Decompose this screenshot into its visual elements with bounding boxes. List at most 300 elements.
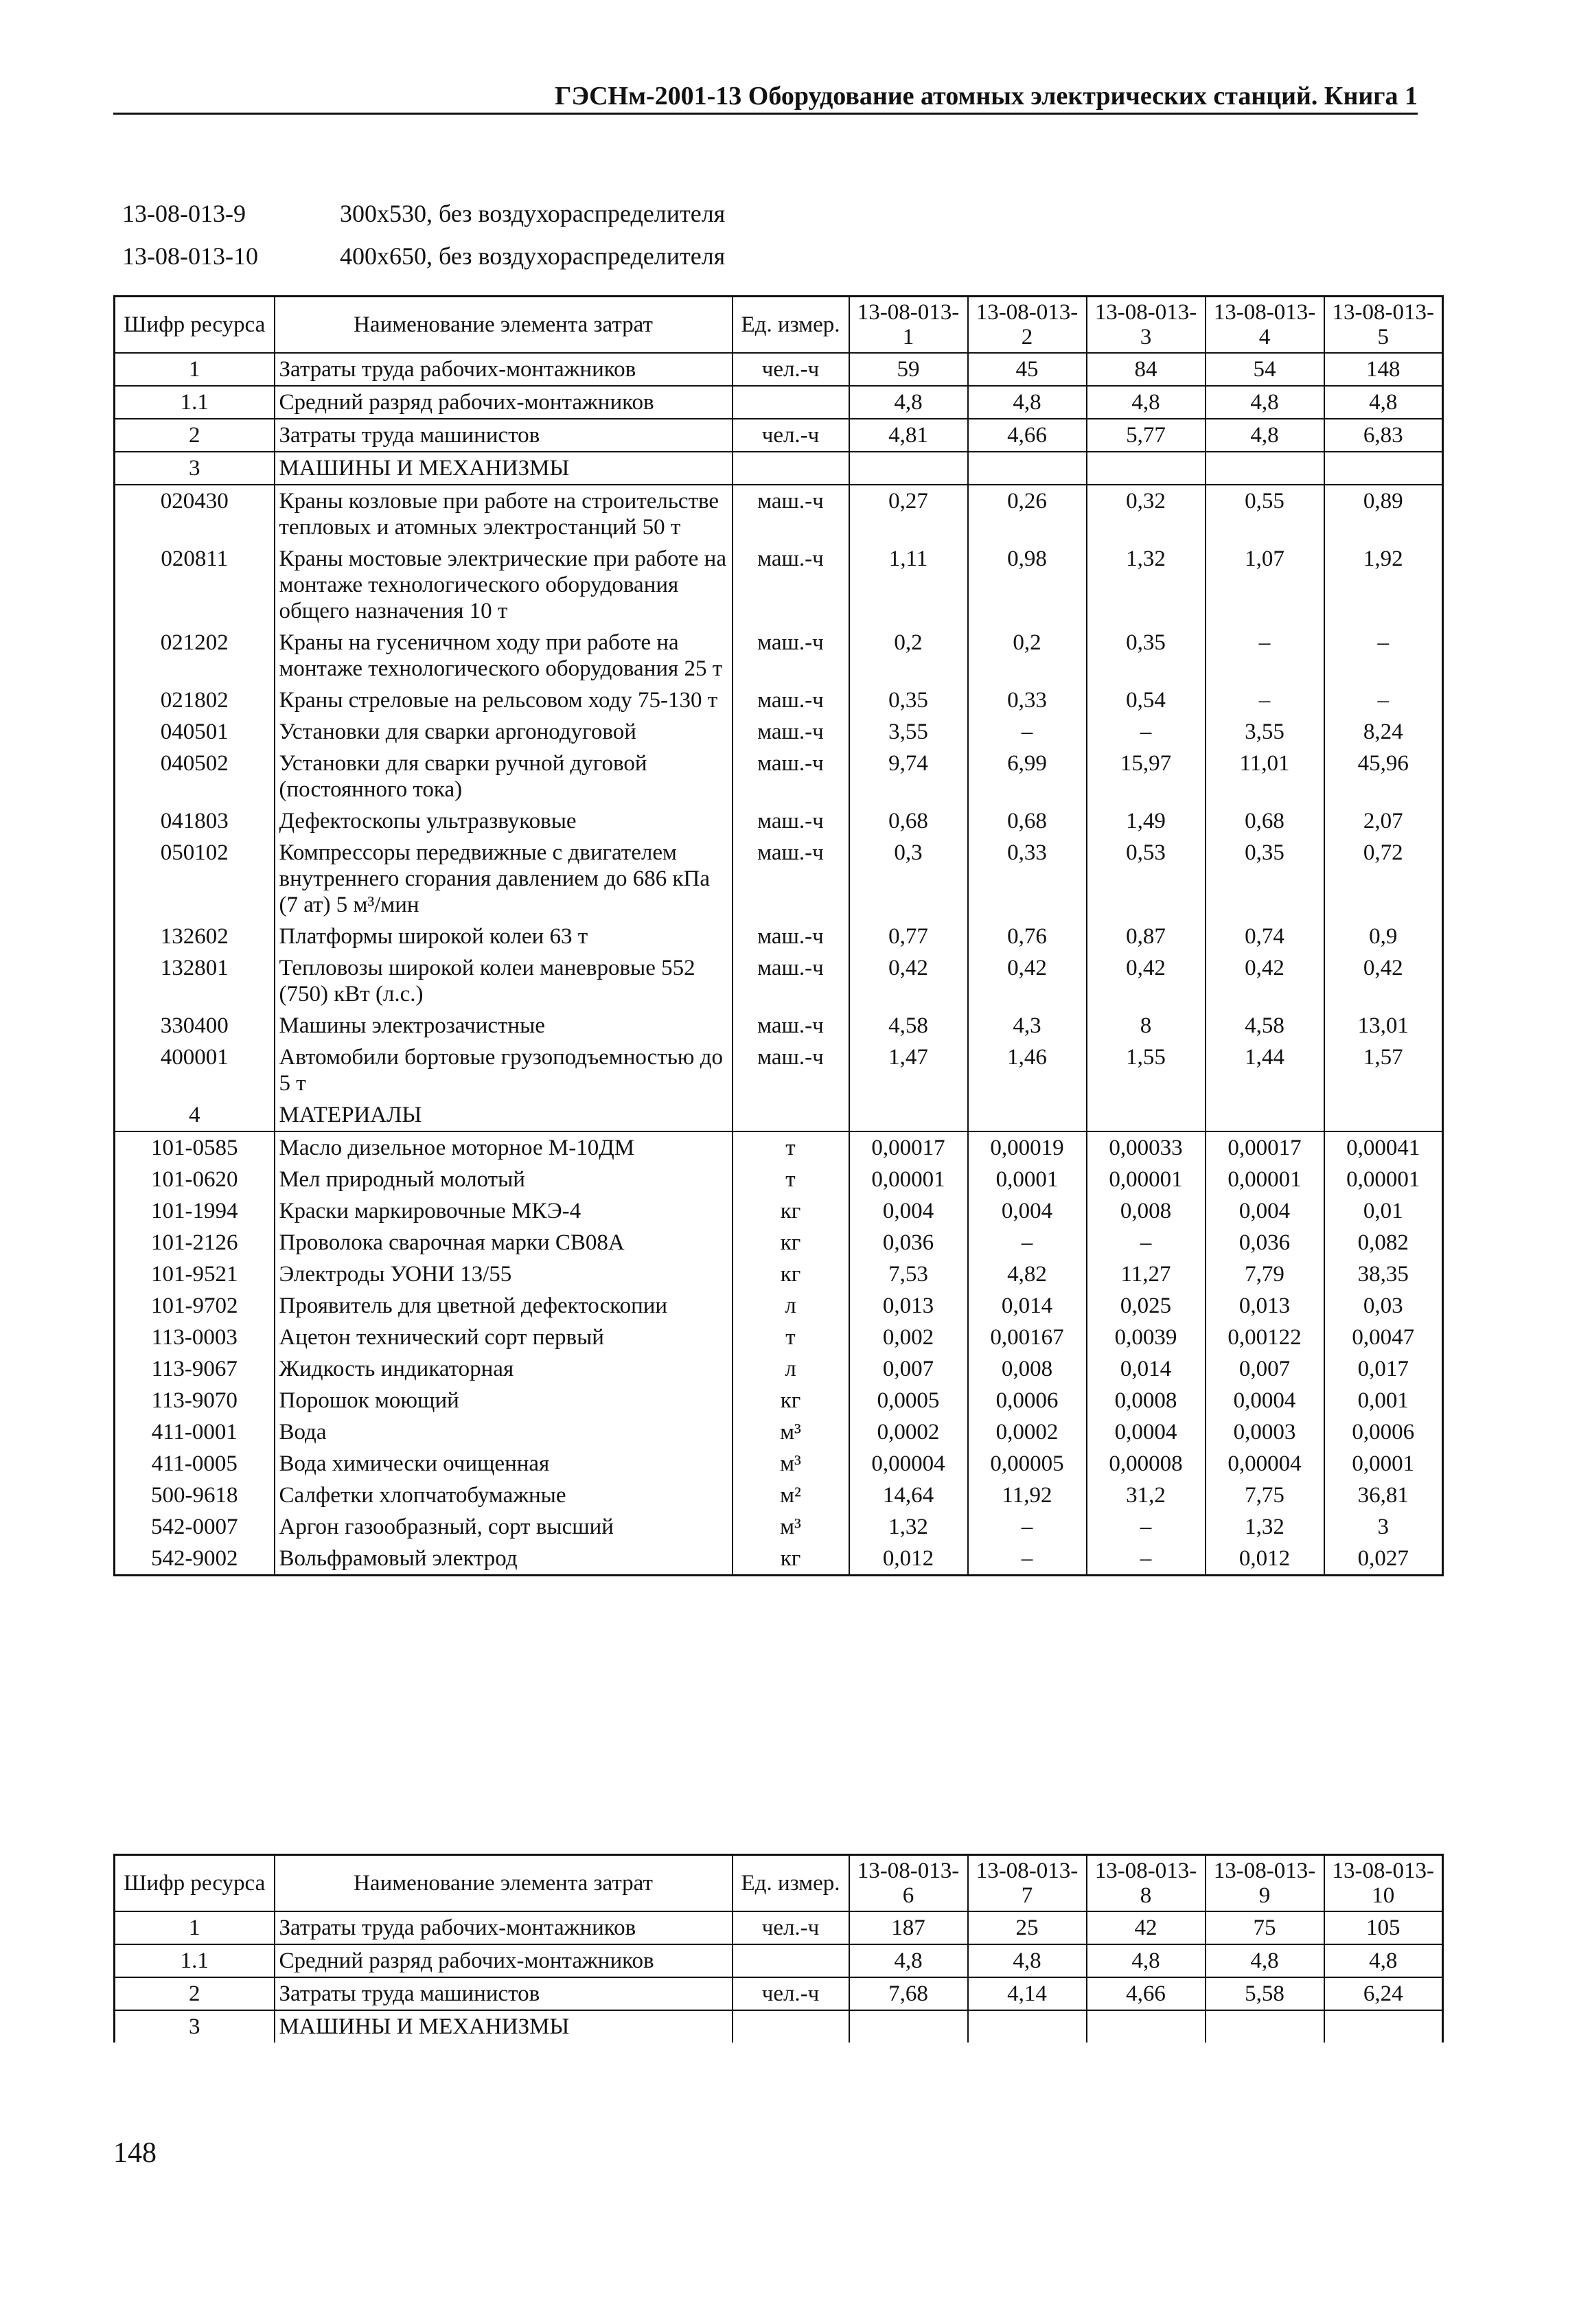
table-row [115,748,1443,805]
resource-unit: маш.-ч [733,1042,849,1099]
resource-value: 4,66 [1087,1977,1206,2010]
resource-code: 400001 [115,1042,275,1099]
resource-name: Порошок моющий [275,1385,733,1416]
resource-value: – [968,1227,1087,1258]
resource-value: 0,98 [968,543,1087,627]
resource-name: Компрессоры передвижные с двигателем внутреннего сгорания давлением до 686 кПа (7 ат) 5 м³/мин [275,837,733,921]
resource-unit: маш.-ч [733,485,849,543]
resource-value: 0,54 [1087,684,1206,716]
resource-name: Вольфрамовый электрод [275,1543,733,1576]
resource-value: 0,00001 [849,1164,968,1195]
table-row [115,684,1443,716]
table-row [115,485,1443,543]
resource-value: 0,00122 [1206,1322,1324,1353]
resource-value: 0,00004 [849,1448,968,1480]
resource-value: 0,35 [1087,627,1206,684]
resource-unit: маш.-ч [733,627,849,684]
resource-value: 0,012 [849,1543,968,1576]
resource-value: 4,82 [968,1258,1087,1290]
resource-value: 0,00041 [1324,1131,1443,1164]
resource-value: 0,013 [849,1290,968,1322]
table-row [115,1353,1443,1385]
resource-code: 020430 [115,485,275,543]
resource-unit: т [733,1164,849,1195]
resource-value: 0,004 [849,1195,968,1227]
resource-code: 2 [115,1977,275,2010]
resource-value: 4,58 [1206,1010,1324,1042]
resource-value: 5,77 [1087,419,1206,452]
resource-code: 132602 [115,921,275,952]
resource-value: 4,8 [849,386,968,419]
resource-value [1324,452,1443,485]
table-row [115,921,1443,952]
resource-unit: м³ [733,1511,849,1543]
resource-name: Краски маркировочные МКЭ-4 [275,1195,733,1227]
resource-name: Затраты труда машинистов [275,419,733,452]
code-row [122,235,725,277]
resource-value: 0,013 [1206,1290,1324,1322]
resource-value: 0,017 [1324,1353,1443,1385]
resource-value: 4,66 [968,419,1087,452]
resource-unit: кг [733,1258,849,1290]
resource-name: Ацетон технический сорт первый [275,1322,733,1353]
resource-code: 020811 [115,543,275,627]
resource-value: 1,57 [1324,1042,1443,1099]
running-header: ГЭСНм-2001-13 Оборудование атомных электрических станций. Книга 1 [113,81,1418,115]
code-id: 13-08-013-9 [122,200,246,227]
resource-value: 0,00017 [1206,1131,1324,1164]
resource-unit: маш.-ч [733,716,849,748]
resource-value: 7,75 [1206,1480,1324,1511]
resource-value: 4,8 [1087,386,1206,419]
resource-value: 0,036 [1206,1227,1324,1258]
resource-code: 101-9702 [115,1290,275,1322]
resource-value: 4,81 [849,419,968,452]
resource-value: 0,004 [968,1195,1087,1227]
resource-value: 4,8 [968,386,1087,419]
table-row [115,1911,1443,1944]
table-row [115,1290,1443,1322]
resource-value: 0,74 [1206,921,1324,952]
resource-value: 0,0006 [1324,1416,1443,1448]
table-row [115,1010,1443,1042]
resource-code: 500-9618 [115,1480,275,1511]
resource-value: 0,2 [968,627,1087,684]
table-row [115,1511,1443,1543]
resource-value: 0,68 [849,805,968,837]
resource-value: 0,72 [1324,837,1443,921]
table-row [115,419,1443,452]
resource-value: 4,8 [1087,1944,1206,1977]
resource-value: 0,00017 [849,1131,968,1164]
table-row [115,1480,1443,1511]
resource-value: 0,89 [1324,485,1443,543]
resource-value: – [1206,684,1324,716]
header-col: 13-08-013-4 [1206,297,1324,354]
resource-code: 101-2126 [115,1227,275,1258]
resource-value: 0,42 [1087,952,1206,1010]
resource-value: 0,0005 [849,1385,968,1416]
resource-name: Установки для сварки ручной дуговой (постоянного тока) [275,748,733,805]
resource-unit [733,1944,849,1977]
resource-code: 1 [115,353,275,386]
section-row [115,1099,1443,1131]
resource-name: МАШИНЫ И МЕХАНИЗМЫ [275,452,733,485]
resource-value: – [1087,1543,1206,1576]
resource-value: 0,87 [1087,921,1206,952]
resource-name: Затраты труда рабочих-монтажников [275,353,733,386]
resource-value: 11,01 [1206,748,1324,805]
resource-unit [733,2010,849,2043]
resource-value: 0,001 [1324,1385,1443,1416]
resource-name: Средний разряд рабочих-монтажников [275,1944,733,1977]
table-row [115,1195,1443,1227]
resource-code: 542-0007 [115,1511,275,1543]
resource-unit [733,386,849,419]
resource-value: 7,68 [849,1977,968,2010]
resource-value: 187 [849,1911,968,1944]
resource-value: – [1087,1511,1206,1543]
resource-value: 15,97 [1087,748,1206,805]
resource-value: 3,55 [1206,716,1324,748]
resource-value: 0,00001 [1324,1164,1443,1195]
resource-name: Вода химически очищенная [275,1448,733,1480]
resource-unit: м³ [733,1416,849,1448]
resource-name: Краны козловые при работе на строительстве тепловых и атомных электростанций 50 т [275,485,733,543]
resource-value [968,1099,1087,1131]
resource-value: 3 [1324,1511,1443,1543]
resource-name: Тепловозы широкой колеи маневровые 552 (750) кВт (л.с.) [275,952,733,1010]
table-row [115,1385,1443,1416]
table-row [115,1042,1443,1099]
table-row [115,1131,1443,1164]
resource-unit: кг [733,1385,849,1416]
resource-value: 0,00005 [968,1448,1087,1480]
resource-unit: т [733,1131,849,1164]
resource-value: 0,00001 [1206,1164,1324,1195]
resource-value: 0,00004 [1206,1448,1324,1480]
resource-value: 0,036 [849,1227,968,1258]
table-row [115,1322,1443,1353]
table-row [115,1164,1443,1195]
table-body [115,1911,1443,2043]
resource-unit: маш.-ч [733,748,849,805]
resource-value: 4,8 [1206,386,1324,419]
resource-value: 0,0002 [849,1416,968,1448]
header-name: Наименование элемента затрат [275,297,733,354]
resource-name: Аргон газообразный, сорт высший [275,1511,733,1543]
code-desc: 400х650, без воздухораспределителя [340,242,726,270]
table-row [115,716,1443,748]
header-col: 13-08-013-1 [849,297,968,354]
resource-value: 0,002 [849,1322,968,1353]
resource-value: 4,3 [968,1010,1087,1042]
resource-value: 6,24 [1324,1977,1443,2010]
resource-unit: л [733,1290,849,1322]
resource-name: Дефектоскопы ультразвуковые [275,805,733,837]
resource-value: 4,8 [968,1944,1087,1977]
resource-name: Вода [275,1416,733,1448]
resource-value: 0,42 [849,952,968,1010]
resource-code: 101-0585 [115,1131,275,1164]
resource-value: – [1206,627,1324,684]
resource-value: 0,00167 [968,1322,1087,1353]
resource-code: 021202 [115,627,275,684]
page-number: 148 [113,2137,157,2169]
resource-value: 0,007 [1206,1353,1324,1385]
resource-code: 050102 [115,837,275,921]
header-col: 13-08-013-3 [1087,297,1206,354]
resource-value: 1,11 [849,543,968,627]
resource-value: 8 [1087,1010,1206,1042]
resource-value: 0,32 [1087,485,1206,543]
table-row [115,1258,1443,1290]
resource-value [849,1099,968,1131]
resource-value: 1,92 [1324,543,1443,627]
resource-name: Машины электрозачистные [275,1010,733,1042]
resource-value [1087,2010,1206,2043]
resource-name: Краны мостовые электрические при работе на монтаже технологического оборудования общего назначения 10 т [275,543,733,627]
resource-code: 132801 [115,952,275,1010]
resource-value: 42 [1087,1911,1206,1944]
resource-value: 0,42 [1324,952,1443,1010]
section-row [115,452,1443,485]
resource-value: 0,0001 [1324,1448,1443,1480]
resource-code: 101-0620 [115,1164,275,1195]
resource-value: 0,027 [1324,1543,1443,1576]
resource-value: 8,24 [1324,716,1443,748]
resource-code: 1.1 [115,386,275,419]
resource-value: 45,96 [1324,748,1443,805]
resource-value: 1,44 [1206,1042,1324,1099]
resource-name: МАШИНЫ И МЕХАНИЗМЫ [275,2010,733,2043]
resource-value [1206,1099,1324,1131]
resource-value: 0,0006 [968,1385,1087,1416]
resource-value: 0,014 [1087,1353,1206,1385]
header-code: Шифр ресурса [115,297,275,354]
header-name: Наименование элемента затрат [275,1855,733,1912]
resource-value: 4,58 [849,1010,968,1042]
resource-value: 1,32 [849,1511,968,1543]
resource-code: 411-0001 [115,1416,275,1448]
resource-name: Краны стреловые на рельсовом ходу 75-130 т [275,684,733,716]
table-row [115,837,1443,921]
resource-value [968,2010,1087,2043]
table-row [115,952,1443,1010]
header-row [115,297,1443,354]
header-col: 13-08-013-6 [849,1855,968,1912]
resource-value: 1,32 [1087,543,1206,627]
resource-value: – [1087,1227,1206,1258]
resource-value: 84 [1087,353,1206,386]
resource-value: – [968,716,1087,748]
code-row [122,192,725,235]
resource-value: 0,012 [1206,1543,1324,1576]
resource-value: 0,26 [968,485,1087,543]
resource-name: Проволока сварочная марки СВ08А [275,1227,733,1258]
resource-code: 330400 [115,1010,275,1042]
resource-value: 7,79 [1206,1258,1324,1290]
resource-value: – [1087,716,1206,748]
header-col: 13-08-013-2 [968,297,1087,354]
resource-value: 0,01 [1324,1195,1443,1227]
resource-value: 31,2 [1087,1480,1206,1511]
resource-code: 113-0003 [115,1322,275,1353]
resource-value: 0,082 [1324,1227,1443,1258]
code-id: 13-08-013-10 [122,242,258,270]
resource-value: 0,00019 [968,1131,1087,1164]
resource-value: 0,014 [968,1290,1087,1322]
table-row [115,1944,1443,1977]
header-col: 13-08-013-8 [1087,1855,1206,1912]
resource-code: 3 [115,2010,275,2043]
resource-unit: т [733,1322,849,1353]
resource-value: 0,00001 [1087,1164,1206,1195]
resource-code: 1.1 [115,1944,275,1977]
resource-value: 6,99 [968,748,1087,805]
table-row [115,543,1443,627]
resource-value: 0,33 [968,684,1087,716]
resource-value: 0,53 [1087,837,1206,921]
header-unit: Ед. измер. [733,1855,849,1912]
resource-value: 0,0003 [1206,1416,1324,1448]
resource-code: 411-0005 [115,1448,275,1480]
resource-unit [733,1099,849,1131]
resource-value [1206,2010,1324,2043]
resource-code: 2 [115,419,275,452]
resource-unit: маш.-ч [733,805,849,837]
resource-name: Автомобили бортовые грузоподъемностью до 5 т [275,1042,733,1099]
resource-value: 0,42 [1206,952,1324,1010]
section-row [115,2010,1443,2043]
header-code: Шифр ресурса [115,1855,275,1912]
resource-value: 0,008 [968,1353,1087,1385]
resource-unit: м³ [733,1448,849,1480]
resource-code: 113-9067 [115,1353,275,1385]
resource-value: 4,8 [1206,419,1324,452]
resource-code: 542-9002 [115,1543,275,1576]
resource-value: 0,0039 [1087,1322,1206,1353]
resource-value: – [968,1543,1087,1576]
header-col: 13-08-013-5 [1324,297,1443,354]
resource-value: 11,92 [968,1480,1087,1511]
resource-value: 4,8 [1324,1944,1443,1977]
resource-value: 0,007 [849,1353,968,1385]
resource-unit: чел.-ч [733,353,849,386]
resource-value: 0,008 [1087,1195,1206,1227]
resource-value: 59 [849,353,968,386]
table-row [115,627,1443,684]
resource-name: Платформы широкой колеи 63 т [275,921,733,952]
header-col: 13-08-013-9 [1206,1855,1324,1912]
header-col: 13-08-013-7 [968,1855,1087,1912]
resource-code: 021802 [115,684,275,716]
resource-code: 041803 [115,805,275,837]
resource-value: 0,0004 [1087,1416,1206,1448]
resource-table-2 [113,1854,1444,2043]
code-desc: 300х530, без воздухораспределителя [340,200,726,227]
resource-code: 040501 [115,716,275,748]
resource-value: 0,55 [1206,485,1324,543]
resource-unit: чел.-ч [733,1911,849,1944]
resource-value: 5,58 [1206,1977,1324,2010]
table-row [115,1448,1443,1480]
resource-name: МАТЕРИАЛЫ [275,1099,733,1131]
resource-unit: маш.-ч [733,837,849,921]
table-row [115,1416,1443,1448]
resource-value: 2,07 [1324,805,1443,837]
header-row [115,1855,1443,1912]
resource-unit: кг [733,1227,849,1258]
resource-value [1324,1099,1443,1131]
code-list [122,192,725,277]
resource-name: Салфетки хлопчатобумажные [275,1480,733,1511]
resource-value: 0,3 [849,837,968,921]
table-body [115,353,1443,1576]
resource-value: 7,53 [849,1258,968,1290]
table-row [115,353,1443,386]
resource-code: 3 [115,452,275,485]
resource-code: 4 [115,1099,275,1131]
resource-value: 0,00008 [1087,1448,1206,1480]
resource-name: Масло дизельное моторное М-10ДМ [275,1131,733,1164]
resource-value: 54 [1206,353,1324,386]
resource-code: 1 [115,1911,275,1944]
resource-name: Установки для сварки аргонодуговой [275,716,733,748]
resource-value: 0,9 [1324,921,1443,952]
resource-value: 0,004 [1206,1195,1324,1227]
resource-value: 1,46 [968,1042,1087,1099]
resource-value: 0,76 [968,921,1087,952]
resource-value: 0,2 [849,627,968,684]
resource-value: 0,0008 [1087,1385,1206,1416]
resource-name: Жидкость индикаторная [275,1353,733,1385]
header-col: 13-08-013-10 [1324,1855,1443,1912]
resource-unit: маш.-ч [733,921,849,952]
resource-unit: м² [733,1480,849,1511]
resource-value: 0,0004 [1206,1385,1324,1416]
resource-unit: чел.-ч [733,419,849,452]
resource-value: 9,74 [849,748,968,805]
resource-value [1087,1099,1206,1131]
resource-unit: л [733,1353,849,1385]
resource-value [849,2010,968,2043]
resource-value: 6,83 [1324,419,1443,452]
resource-value: 0,77 [849,921,968,952]
resource-value [1206,452,1324,485]
resource-value: 4,8 [849,1944,968,1977]
resource-value: 148 [1324,353,1443,386]
resource-name: Мел природный молотый [275,1164,733,1195]
resource-unit: маш.-ч [733,543,849,627]
resource-value: 1,07 [1206,543,1324,627]
resource-value: 1,49 [1087,805,1206,837]
resource-name: Средний разряд рабочих-монтажников [275,386,733,419]
table-row [115,386,1443,419]
table-row [115,1227,1443,1258]
resource-value: – [1324,627,1443,684]
resource-value: 36,81 [1324,1480,1443,1511]
resource-value: 25 [968,1911,1087,1944]
resource-value: 0,0047 [1324,1322,1443,1353]
resource-value [968,452,1087,485]
resource-unit: чел.-ч [733,1977,849,2010]
resource-code: 101-1994 [115,1195,275,1227]
resource-unit: маш.-ч [733,952,849,1010]
resource-value [1087,452,1206,485]
resource-value: 4,8 [1324,386,1443,419]
resource-value: 14,64 [849,1480,968,1511]
